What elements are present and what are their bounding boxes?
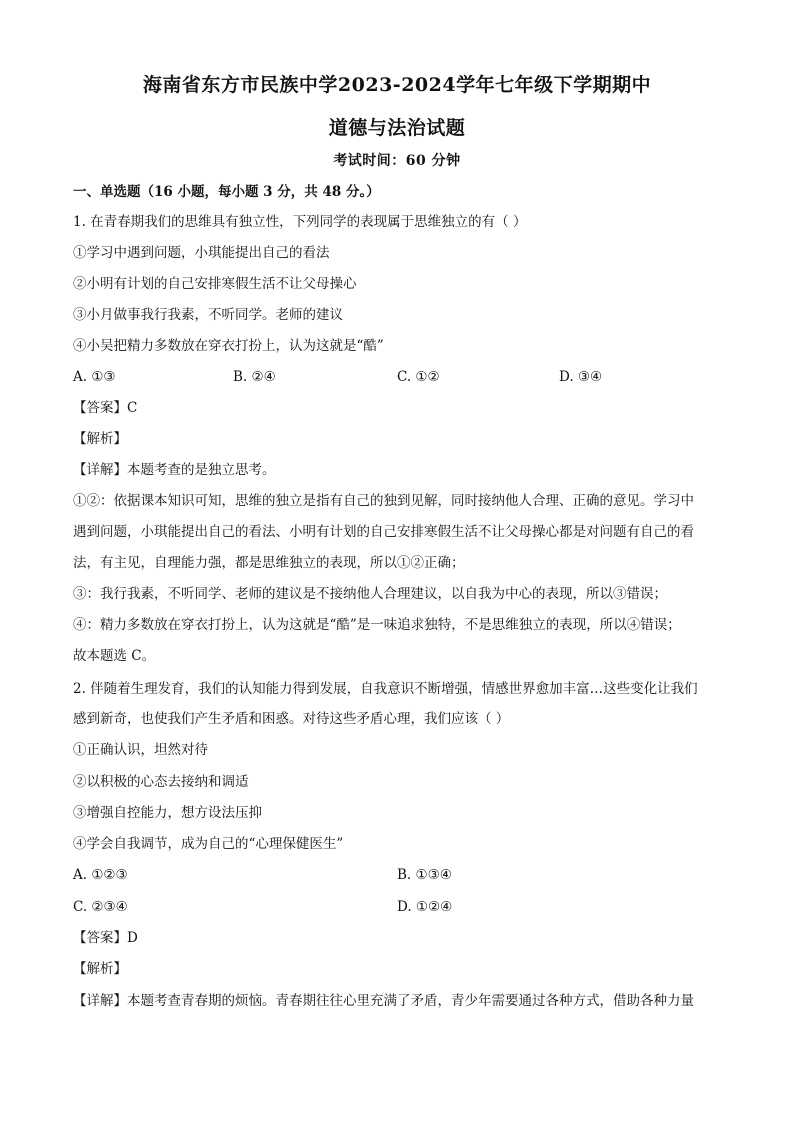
question-2-stem: 2. 伴随着生理发育，我们的认知能力得到发展，自我意识不断增强，情感世界愈加丰富…这些变化让我们 bbox=[73, 681, 698, 697]
option-d: D. ①②④ bbox=[397, 899, 453, 915]
option-b: B. ②④ bbox=[233, 369, 276, 385]
option-b: B. ①③④ bbox=[397, 867, 452, 883]
question-1-explanation-line: ①②：依据课本知识可知，思维的独立是指有自己的独到见解，同时接纳他人合理、正确的意见。学习中 bbox=[73, 493, 694, 509]
question-2-detail: 【详解】本题考查青春期的烦恼。青春期往往心里充满了矛盾，青少年需要通过各种方式，借助各种力量 bbox=[73, 993, 694, 1009]
question-2-options-row-1 bbox=[73, 865, 723, 885]
question-2-options-row-2 bbox=[73, 897, 723, 917]
option-a: A. ①②③ bbox=[73, 867, 128, 883]
question-1-detail: 【详解】本题考查的是独立思考。 bbox=[73, 462, 276, 478]
question-1-statement-3: ③小月做事我行我素，不听同学。老师的建议 bbox=[73, 307, 343, 323]
section-heading: 一、单选题（16 小题，每小题 3 分，共 48 分。） bbox=[73, 184, 380, 200]
question-1-explanation-line: ④：精力多数放在穿衣打扮上，认为这就是“酷”是一味追求独特，不是思维独立的表现，所以④错误； bbox=[73, 617, 681, 633]
question-1-explanation-line: ③：我行我素，不听同学、老师的建议是不接纳他人合理建议，以自我为中心的表现，所以③错误； bbox=[73, 586, 667, 602]
question-1-stem: 1. 在青春期我们的思维具有独立性，下列同学的表现属于思维独立的有（ ） bbox=[73, 214, 527, 230]
option-c: C. ①② bbox=[397, 369, 440, 385]
option-d: D. ③④ bbox=[559, 369, 603, 385]
option-c: C. ②③④ bbox=[73, 899, 128, 915]
question-1-conclusion: 故本题选 C。 bbox=[73, 648, 156, 664]
question-2-statement-4: ④学会自我调节，成为自己的“心理保健医生” bbox=[73, 836, 344, 852]
question-2-stem: 感到新奇，也使我们产生矛盾和困惑。对待这些矛盾心理，我们应该（ ） bbox=[73, 711, 510, 727]
question-1-statement-2: ②小明有计划的自己安排寒假生活不让父母操心 bbox=[73, 276, 357, 292]
question-1-answer: 【答案】C bbox=[73, 400, 138, 416]
question-2-analysis-label: 【解析】 bbox=[73, 961, 127, 977]
question-2-statement-2: ②以积极的心态去接纳和调适 bbox=[73, 774, 249, 790]
document-subtitle: 道德与法治试题 bbox=[328, 117, 466, 139]
question-1-explanation-line: 法，有主见，自理能力强，都是思维独立的表现，所以①②正确； bbox=[73, 555, 465, 571]
question-1-statement-1: ①学习中遇到问题，小琪能提出自己的看法 bbox=[73, 245, 330, 261]
question-2-statement-1: ①正确认识，坦然对待 bbox=[73, 742, 208, 758]
question-1-explanation-line: 遇到问题，小琪能提出自己的看法、小明有计划的自己安排寒假生活不让父母操心都是对问题有自己的看 bbox=[73, 524, 694, 540]
question-2-statement-3: ③增强自控能力，想方设法压抑 bbox=[73, 805, 262, 821]
question-1-analysis-label: 【解析】 bbox=[73, 431, 127, 447]
exam-time: 考试时间：60 分钟 bbox=[333, 153, 461, 169]
question-1-statement-4: ④小吴把精力多数放在穿衣打扮上，认为这就是“酷” bbox=[73, 338, 384, 354]
question-1-options bbox=[73, 367, 723, 387]
option-a: A. ①③ bbox=[73, 369, 116, 385]
question-2-answer: 【答案】D bbox=[73, 930, 138, 946]
document-title: 海南省东方市民族中学2023-2024学年七年级下学期期中 bbox=[142, 74, 652, 96]
